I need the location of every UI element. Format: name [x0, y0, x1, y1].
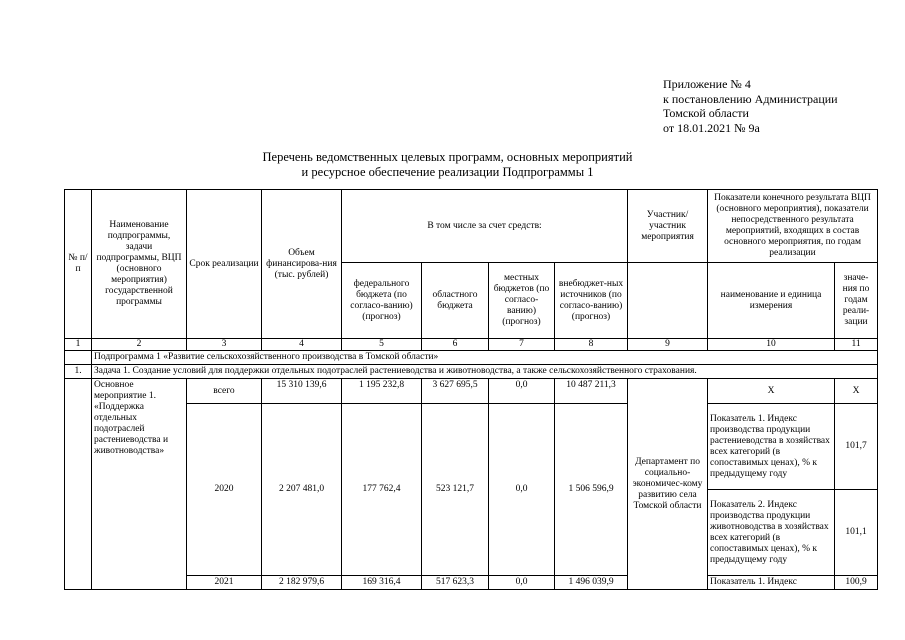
- federal-2020: 177 762,4: [342, 404, 422, 576]
- header-name: Наименование подпрограммы, задачи подпрограммы, ВЦП (основного мероприятия) государственной программы: [92, 190, 187, 339]
- extra-2020: 1 506 596,9: [555, 404, 628, 576]
- volume-total: 15 310 139,6: [262, 379, 342, 404]
- extra-total: 10 487 211,3: [555, 379, 628, 404]
- subprogram-row: [65, 351, 878, 365]
- header-participant: Участник/ участник мероприятия: [628, 190, 708, 263]
- col-number: 4: [262, 339, 342, 351]
- federal-2021: 169 316,4: [342, 576, 422, 590]
- term-2021: 2021: [187, 576, 262, 590]
- term-total: всего: [187, 379, 262, 404]
- regional-2021: 517 623,3: [422, 576, 489, 590]
- col-number: 9: [628, 339, 708, 351]
- subprogram-num-cell: [65, 351, 92, 365]
- indicator-2020-1-name: Показатель 1. Индекс производства продукции растениеводства в хозяйствах всех категорий (в сопоставимых ценах), % к предыдущему году: [708, 404, 835, 490]
- header-term: Срок реализации: [187, 190, 262, 339]
- header-participant-blank: [628, 263, 708, 339]
- task-row: [65, 365, 878, 379]
- indicator-2020-2-value: 101,1: [835, 490, 878, 576]
- col-number: 2: [92, 339, 187, 351]
- title-line: и ресурсное обеспечение реализации Подпрограммы 1: [301, 165, 594, 179]
- header-indicators: Показатели конечного результата ВЦП (основного мероприятия), показатели непосредственного результата мероприятий, входящих в состав основного мероприятия, по годам реализации: [708, 190, 878, 263]
- indicator-total-name: Х: [708, 379, 835, 404]
- document-title: [0, 150, 905, 180]
- col-number: 8: [555, 339, 628, 351]
- participant: Департамент по социально-экономичес-кому развитию села Томской области: [628, 379, 708, 590]
- program-table: [64, 189, 878, 590]
- column-numbers-row: [65, 339, 878, 351]
- title-line: Перечень ведомственных целевых программ, основных мероприятий: [262, 150, 633, 164]
- activity-num-cell: [65, 379, 92, 590]
- header-volume: Объем финансирова-ния (тыс. рублей): [262, 190, 342, 339]
- header-ind-value: значе-ния по годам реали-зации: [835, 263, 878, 339]
- subprogram-title: Подпрограмма 1 «Развитие сельскохозяйственного производства в Томской области»: [92, 351, 878, 365]
- volume-2020: 2 207 481,0: [262, 404, 342, 576]
- header-ind-name: наименование и единица измерения: [708, 263, 835, 339]
- federal-total: 1 195 232,8: [342, 379, 422, 404]
- local-2021: 0,0: [489, 576, 555, 590]
- extra-2021: 1 496 039,9: [555, 576, 628, 590]
- col-number: 6: [422, 339, 489, 351]
- term-2020: 2020: [187, 404, 262, 576]
- header-sources: В том числе за счет средств:: [342, 190, 628, 263]
- appendix-header: [663, 77, 838, 135]
- header-federal: федерального бюджета (по согласо-ванию) (прогноз): [342, 263, 422, 339]
- task-num: 1.: [65, 365, 92, 379]
- appendix-line: Томской области: [663, 106, 749, 120]
- regional-2020: 523 121,7: [422, 404, 489, 576]
- local-total: 0,0: [489, 379, 555, 404]
- local-2020: 0,0: [489, 404, 555, 576]
- header-extra: внебюджет-ных источников (по согласо-ванию) (прогноз): [555, 263, 628, 339]
- appendix-line: к постановлению Администрации: [663, 91, 838, 106]
- col-number: 7: [489, 339, 555, 351]
- col-number: 5: [342, 339, 422, 351]
- row-2021: [65, 576, 878, 590]
- indicator-2021-value: 100,9: [835, 576, 878, 590]
- indicator-total-value: Х: [835, 379, 878, 404]
- volume-2021: 2 182 979,6: [262, 576, 342, 590]
- col-number: 11: [835, 339, 878, 351]
- task-title: Задача 1. Создание условий для поддержки отдельных подотраслей растениеводства и животноводства, а также сельскохозяйственного страхования.: [92, 365, 878, 379]
- col-number: 3: [187, 339, 262, 351]
- header-local: местных бюджетов (по согласо-ванию) (прогноз): [489, 263, 555, 339]
- header-num: № п/п: [65, 190, 92, 339]
- header-row: [65, 190, 878, 263]
- indicator-2020-1-value: 101,7: [835, 404, 878, 490]
- row-2020-indicator-1: [65, 404, 878, 490]
- regional-total: 3 627 695,5: [422, 379, 489, 404]
- activity-name: Основное мероприятие 1. «Поддержка отдельных подотраслей растениеводства и животноводства»: [92, 379, 187, 590]
- appendix-line: от 18.01.2021 № 9а: [663, 120, 760, 135]
- header-regional: областного бюджета: [422, 263, 489, 339]
- col-number: 10: [708, 339, 835, 351]
- indicator-2021-name: Показатель 1. Индекс: [708, 576, 835, 590]
- indicator-2020-2-name: Показатель 2. Индекс производства продукции животноводства в хозяйствах всех категорий (в сопоставимых ценах), % к предыдущему году: [708, 490, 835, 576]
- row-total: [65, 379, 878, 404]
- appendix-line: Приложение № 4: [663, 77, 751, 91]
- col-number: 1: [65, 339, 92, 351]
